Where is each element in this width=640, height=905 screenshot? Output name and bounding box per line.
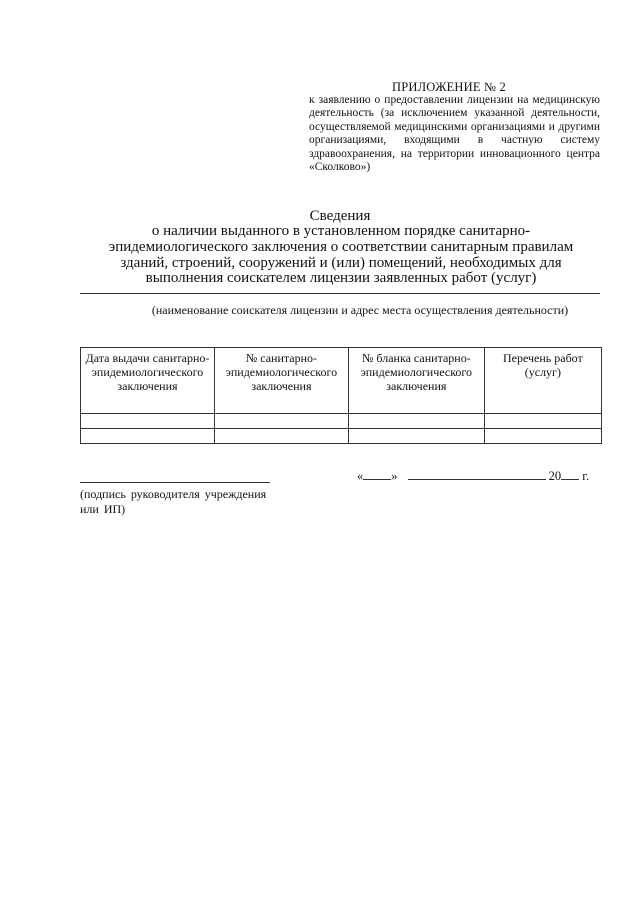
- table-row: [81, 429, 602, 444]
- year-blank: [561, 468, 579, 480]
- signature-line: [80, 482, 270, 483]
- header-conclusion-number: № санитарно-эпидемиологического заключения: [214, 348, 348, 414]
- appendix-title: ПРИЛОЖЕНИЕ № 2: [392, 80, 506, 94]
- year-suffix: г.: [582, 469, 590, 483]
- table-cell: [81, 414, 215, 429]
- table-cell: [81, 429, 215, 444]
- applicant-caption: (наименование соискателя лицензии и адрес места осуществления деятельности): [151, 303, 569, 317]
- header-services-list: Перечень работ (услуг): [484, 348, 601, 414]
- date-open-quote: «: [357, 469, 364, 483]
- table-cell: [214, 414, 348, 429]
- day-blank: [363, 468, 391, 480]
- table-cell: [214, 429, 348, 444]
- month-blank: [408, 468, 546, 480]
- signature-caption: (подпись руководителя учреждения или ИП): [80, 487, 267, 516]
- date-field: [357, 468, 607, 484]
- document-subtitle: о наличии выданного в установленном порядке санитарно-эпидемиологического заключения о соответствии санитарным правилам зданий, строений, сооружений и (или) помещений, необходимых для выполнения соискателем лицензии заявленных работ (услуг): [108, 223, 574, 287]
- applicant-blank-line: [80, 293, 600, 294]
- header-issue-date: Дата выдачи санитарно-эпидемиологического заключения: [81, 348, 215, 414]
- year-prefix: 20: [548, 469, 562, 483]
- table-cell: [484, 429, 601, 444]
- header-form-number: № бланка санитарно-эпидемиологического заключения: [348, 348, 484, 414]
- date-close-quote: »: [391, 469, 398, 483]
- conclusions-table: [80, 347, 602, 444]
- document-title: Сведения: [309, 208, 371, 224]
- table-cell: [348, 414, 484, 429]
- appendix-description: к заявлению о предоставлении лицензии на медицинскую деятельность (за исключением указанной деятельности, осуществляемой медицинскими организациями и другими организациями, входящими в частную систему здравоохранения, на территории инновационного центра «Сколково»): [309, 94, 600, 174]
- table-header-row: [81, 348, 602, 414]
- table-cell: [348, 429, 484, 444]
- table-cell: [484, 414, 601, 429]
- table-row: [81, 414, 602, 429]
